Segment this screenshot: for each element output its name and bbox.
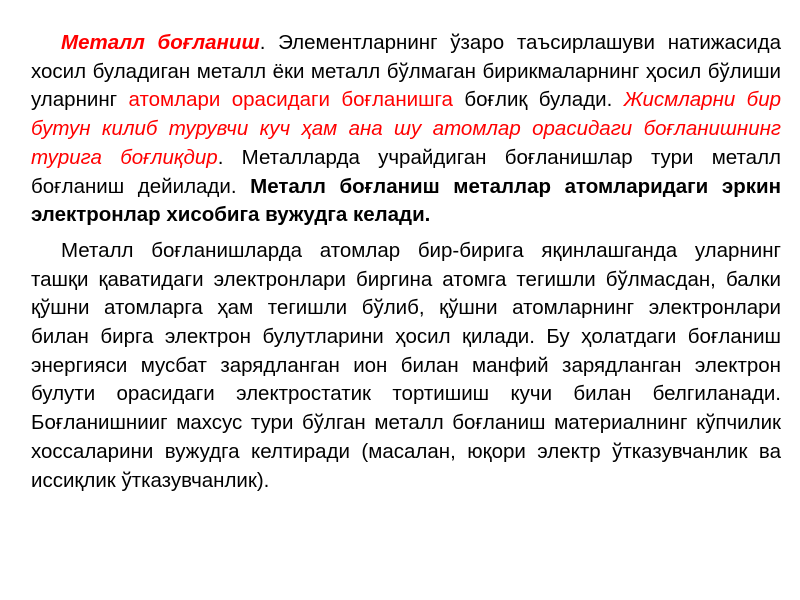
paragraph-1-text-b: боғлиқ булади. [452, 88, 624, 112]
paragraph-1-text-a: . Элементларнинг ўзаро таъсирлашуви натижасида хосил буладиган металл ёки металл бўлмаган бирикмаларнинг ҳосил бўлиши уларнинг [31, 31, 781, 112]
term-metal-bond: Металл боғланиш [61, 31, 260, 54]
highlight-atom-bond: атомлари орасидаги боғланишга [128, 88, 453, 112]
bold-definition: Металл боғланиш металлар атомларидаги эркин электронлар хисобига вужудга келади. [31, 174, 781, 227]
paragraph-1 [31, 29, 781, 230]
paragraph-1-text-c: . Металларда учрайдиган боғланишлар тури металл боғланиш дейилади. [31, 145, 781, 198]
highlight-binding-force: Жисмларни бир бутун килиб турувчи куч ҳам ана шу атомлар орасидаги боғланишнинг турига боғлиқдир [31, 88, 781, 169]
paragraph-2: Металл боғланишларда атомлар бир-бирига яқинлашганда уларнинг ташқи қаватидаги электронлари биргина атомга тегишли бўлмасдан, балки қўшни атомларга ҳам тегишли бўлиб, қўшни атомларнинг электронлари билан бирга электрон булутларини ҳосил қилади. Бу ҳолатдаги боғланиш энергияси мусбат зарядланган ион билан манфий зарядланган электрон булути орасидаги электростатик тортишиш кучи билан белгиланади. Боғланишнииг махсус тури бўлган металл боғланиш материалнинг кўпчилик хоссаларини вужудга келтиради (масалан, юқори электр ўтказувчанлик ва иссиқлик ўтказувчанлик). [31, 238, 781, 492]
